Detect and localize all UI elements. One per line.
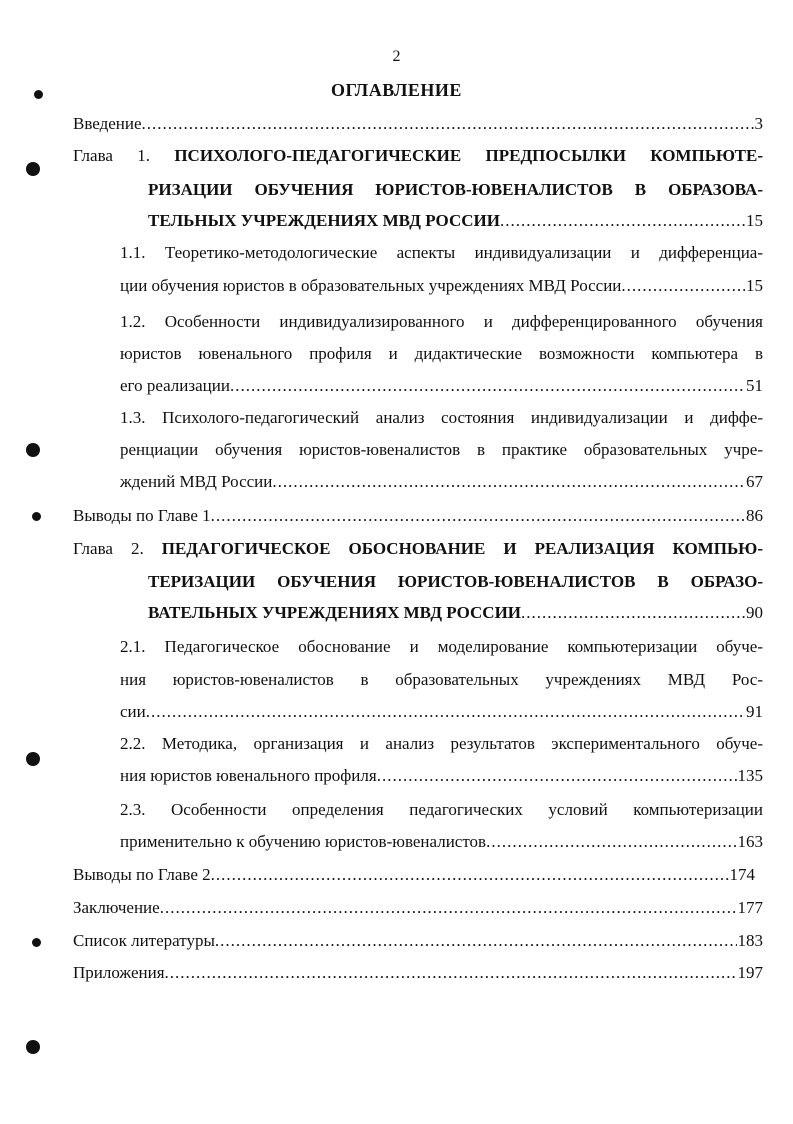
toc-page-number: 51 — [746, 376, 763, 395]
toc-entry-section-1-1[interactable]: 1.1. Теоретико-методологические аспекты индивидуализации и дифференциа- — [120, 243, 763, 262]
section-title-line: применительно к обучению юристов-ювеналистов — [120, 832, 487, 851]
section-last-line — [120, 472, 763, 494]
toc-entry-intro[interactable] — [73, 114, 763, 136]
binder-hole — [26, 162, 40, 176]
section-title-line: ции обучения юристов в образовательных учреждениях МВД России — [120, 276, 622, 295]
leader-dots — [142, 114, 754, 134]
leader-dots — [230, 376, 745, 396]
section-title-line: ждений МВД России — [120, 472, 273, 491]
section-title-line: ния юристов ювенального профиля — [120, 766, 377, 785]
toc-entry-section-1-3[interactable]: 1.3. Психолого-педагогический анализ состояния индивидуализации и диффе- — [120, 408, 763, 427]
toc-entry-section-2-2[interactable]: 2.2. Методика, организация и анализ результатов экспериментального обуче- — [120, 734, 763, 753]
section-last-line — [120, 702, 763, 724]
chapter-prefix: Глава 1. — [73, 146, 175, 165]
toc-page-number: 183 — [737, 931, 763, 950]
toc-entry-section-2-1[interactable]: 2.1. Педагогическое обоснование и моделирование компьютеризации обуче- — [120, 637, 763, 656]
chapter-title-line: ТЕЛЬНЫХ УЧРЕЖДЕНИЯХ МВД РОССИИ — [148, 211, 500, 230]
toc-entry-conclusions-2[interactable] — [73, 865, 755, 887]
binder-hole — [26, 1040, 40, 1054]
chapter-title-line: ПСИХОЛОГО-ПЕДАГОГИЧЕСКИЕ ПРЕДПОСЫЛКИ КОМПЬЮТЕ- — [174, 146, 763, 165]
toc-page-number: 177 — [737, 898, 763, 917]
toc-page-number: 135 — [737, 766, 763, 785]
chapter-title-last-line — [148, 211, 763, 233]
page-title: ОГЛАВЛЕНИЕ — [331, 80, 462, 100]
leader-dots — [215, 931, 737, 951]
section-title-line: его реализации — [120, 376, 230, 395]
section-title-line: сии — [120, 702, 146, 721]
toc-page-number: 3 — [754, 114, 763, 133]
toc-entry-title: Выводы по Главе 2 — [73, 865, 211, 884]
section-title-line: ренциации обучения юристов-ювеналистов в практике образовательных учре- — [120, 440, 763, 459]
leader-dots — [521, 603, 745, 623]
leader-dots — [486, 832, 736, 852]
leader-dots — [160, 898, 737, 918]
toc-entry-bibliography[interactable] — [73, 931, 763, 953]
toc-entry-section-1-2[interactable]: 1.2. Особенности индивидуализированного и дифференцированного обучения — [120, 312, 763, 331]
toc-entry-title: Список литературы — [73, 931, 215, 950]
binder-hole — [32, 938, 41, 947]
section-last-line — [120, 376, 763, 398]
section-title-line: юристов ювенального профиля и дидактические возможности компьютера в — [120, 344, 763, 363]
binder-hole — [26, 752, 40, 766]
leader-dots — [211, 865, 729, 885]
toc-entry-title: Приложения — [73, 963, 165, 982]
toc-entry-title: Заключение — [73, 898, 160, 917]
toc-page-number: 91 — [746, 702, 763, 721]
toc-entry-chapter-1[interactable] — [73, 146, 763, 168]
leader-dots — [500, 211, 745, 231]
toc-page-number: 90 — [746, 603, 763, 622]
toc-entry-title: Выводы по Главе 1 — [73, 506, 211, 525]
chapter-prefix: Глава 2. — [73, 539, 162, 558]
toc-entry-conclusions-1[interactable] — [73, 506, 763, 528]
leader-dots — [146, 702, 745, 722]
binder-hole — [26, 443, 40, 457]
toc-page-number: 67 — [746, 472, 763, 491]
toc-page-number: 15 — [746, 211, 763, 230]
chapter-title-last-line — [148, 603, 763, 625]
toc-page-number: 163 — [737, 832, 763, 851]
chapter-title-line: ПЕДАГОГИЧЕСКОЕ ОБОСНОВАНИЕ И РЕАЛИЗАЦИЯ КОМПЬЮ- — [161, 539, 763, 558]
chapter-title-line: РИЗАЦИИ ОБУЧЕНИЯ ЮРИСТОВ-ЮВЕНАЛИСТОВ В ОБРАЗОВА- — [148, 180, 763, 199]
leader-dots — [621, 276, 745, 296]
toc-page-number: 197 — [737, 963, 763, 982]
section-last-line — [120, 276, 763, 298]
binder-hole — [32, 512, 41, 521]
toc-page-number: 174 — [729, 865, 755, 884]
leader-dots — [377, 766, 737, 786]
toc-entry-title: Введение — [73, 114, 142, 133]
section-last-line — [120, 832, 763, 854]
page-number: 2 — [392, 48, 401, 65]
toc-entry-appendices[interactable] — [73, 963, 763, 985]
leader-dots — [211, 506, 745, 526]
section-title-line: ния юристов-ювеналистов в образовательных учреждениях МВД Рос- — [120, 670, 763, 689]
binder-hole — [34, 90, 43, 99]
toc-entry-chapter-2[interactable] — [73, 539, 763, 561]
section-last-line — [120, 766, 763, 788]
leader-dots — [165, 963, 737, 983]
toc-entry-section-2-3[interactable]: 2.3. Особенности определения педагогических условий компьютеризации — [120, 800, 763, 819]
chapter-title-line: ВАТЕЛЬНЫХ УЧРЕЖДЕНИЯХ МВД РОССИИ — [148, 603, 522, 622]
toc-page-number: 86 — [746, 506, 763, 525]
chapter-title-line: ТЕРИЗАЦИИ ОБУЧЕНИЯ ЮРИСТОВ-ЮВЕНАЛИСТОВ В ОБРАЗО- — [148, 572, 763, 591]
toc-page-number: 15 — [746, 276, 763, 295]
leader-dots — [272, 472, 745, 492]
toc-entry-conclusion[interactable] — [73, 898, 763, 920]
